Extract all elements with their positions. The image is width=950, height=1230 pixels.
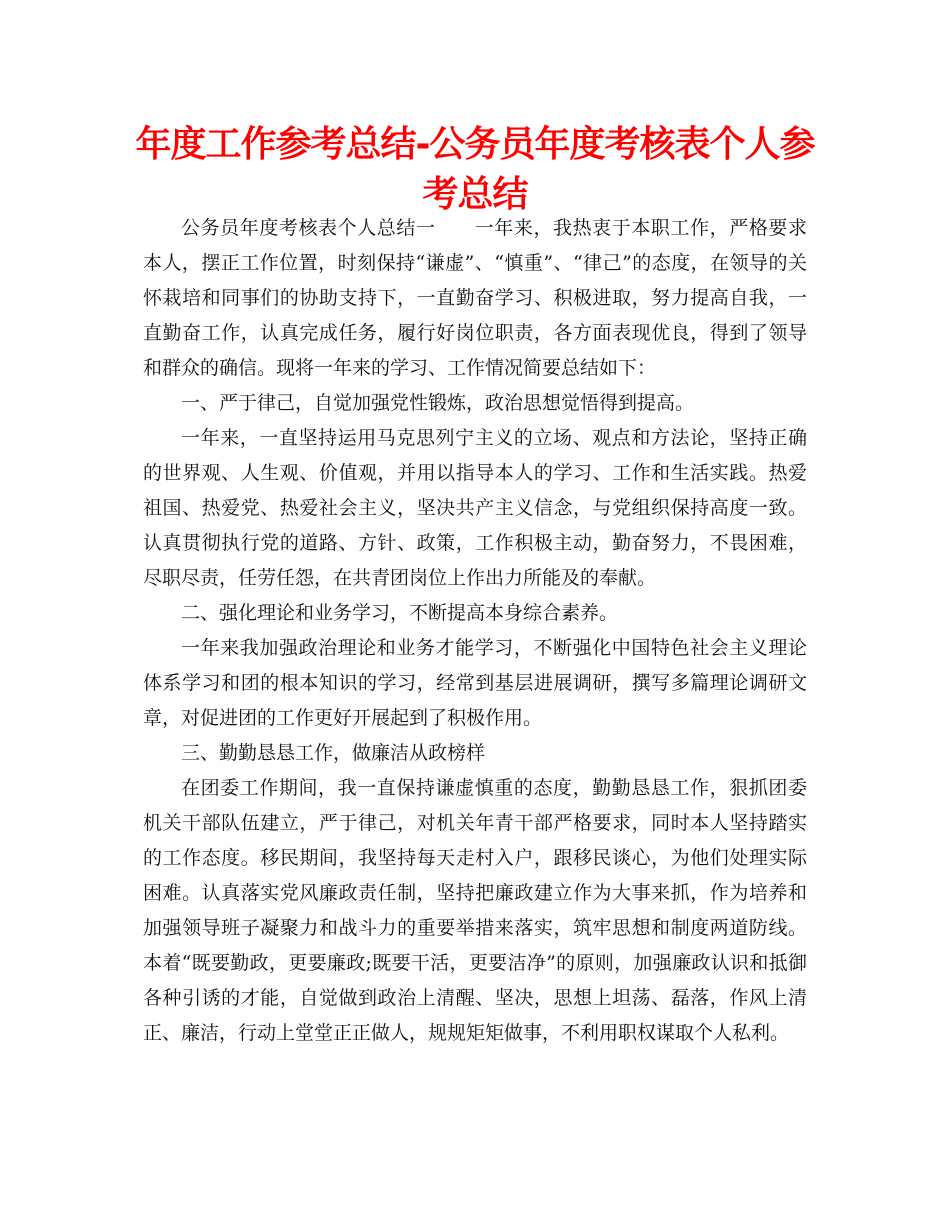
section-heading-1: 一、严于律己，自觉加强党性锻炼，政治思想觉悟得到提高。 — [181, 392, 695, 414]
paragraph-intro: 公务员年度考核表个人总结一 一年来，我热衷于本职工作，严格要求本人，摆正工作位置，时刻保持“谦虚”、“慎重”、“律己”的态度，在领导的关怀栽培和同事们的协助支持下，一直勤奋学习、积极进取，努力提高自我，一直勤奋工作，认真完成任务，履行好岗位职责，各方面表现优良，得到了领导和群众的确信。现将一年来的学习、工作情况简要总结如下： — [143, 217, 807, 379]
paragraph-section-2: 一年来我加强政治理论和业务才能学习，不断强化中国特色社会主义理论体系学习和团的根本知识的学习，经常到基层进展调研，撰写多篇理论调研文章，对促进团的工作更好开展起到了积极作用。 — [143, 637, 807, 729]
section-heading-3: 三、勤勤恳恳工作，做廉洁从政榜样 — [181, 742, 486, 764]
document-title: 年度工作参考总结-公务员年度考核表个人参考总结 — [135, 124, 815, 215]
paragraph-section-3: 在团委工作期间，我一直保持谦虚慎重的态度，勤勤恳恳工作，狠抓团委机关干部队伍建立，严于律己，对机关年青干部严格要求，同时本人坚持踏实的工作态度。移民期间，我坚持每天走村入户，跟移民谈心，为他们处理实际困难。认真落实党风廉政责任制，坚持把廉政建立作为大事来抓，作为培养和加强领导班子凝聚力和战斗力的重要举措来落实，筑牢思想和制度两道防线。本着“既要勤政，更要廉政;既要干活，更要洁净”的原则，加强廉政认识和抵御各种引诱的才能，自觉做到政治上清醒、坚决，思想上坦荡、磊落，作风上清正、廉洁，行动上堂堂正正做人，规规矩矩做事，不利用职权谋取个人私利。 — [143, 777, 807, 1044]
document-body — [143, 211, 807, 1051]
paragraph-section-1: 一年来，一直坚持运用马克思列宁主义的立场、观点和方法论，坚持正确的世界观、人生观、价值观，并用以指导本人的学习、工作和生活实践。热爱祖国、热爱党、热爱社会主义，坚决共产主义信念，与党组织保持高度一致。认真贯彻执行党的道路、方针、政策，工作积极主动，勤奋努力，不畏困难，尽职尽责，任劳任怨，在共青团岗位上作出力所能及的奉献。 — [143, 427, 807, 589]
section-heading-2: 二、强化理论和业务学习，不断提高本身综合素养。 — [181, 602, 619, 624]
